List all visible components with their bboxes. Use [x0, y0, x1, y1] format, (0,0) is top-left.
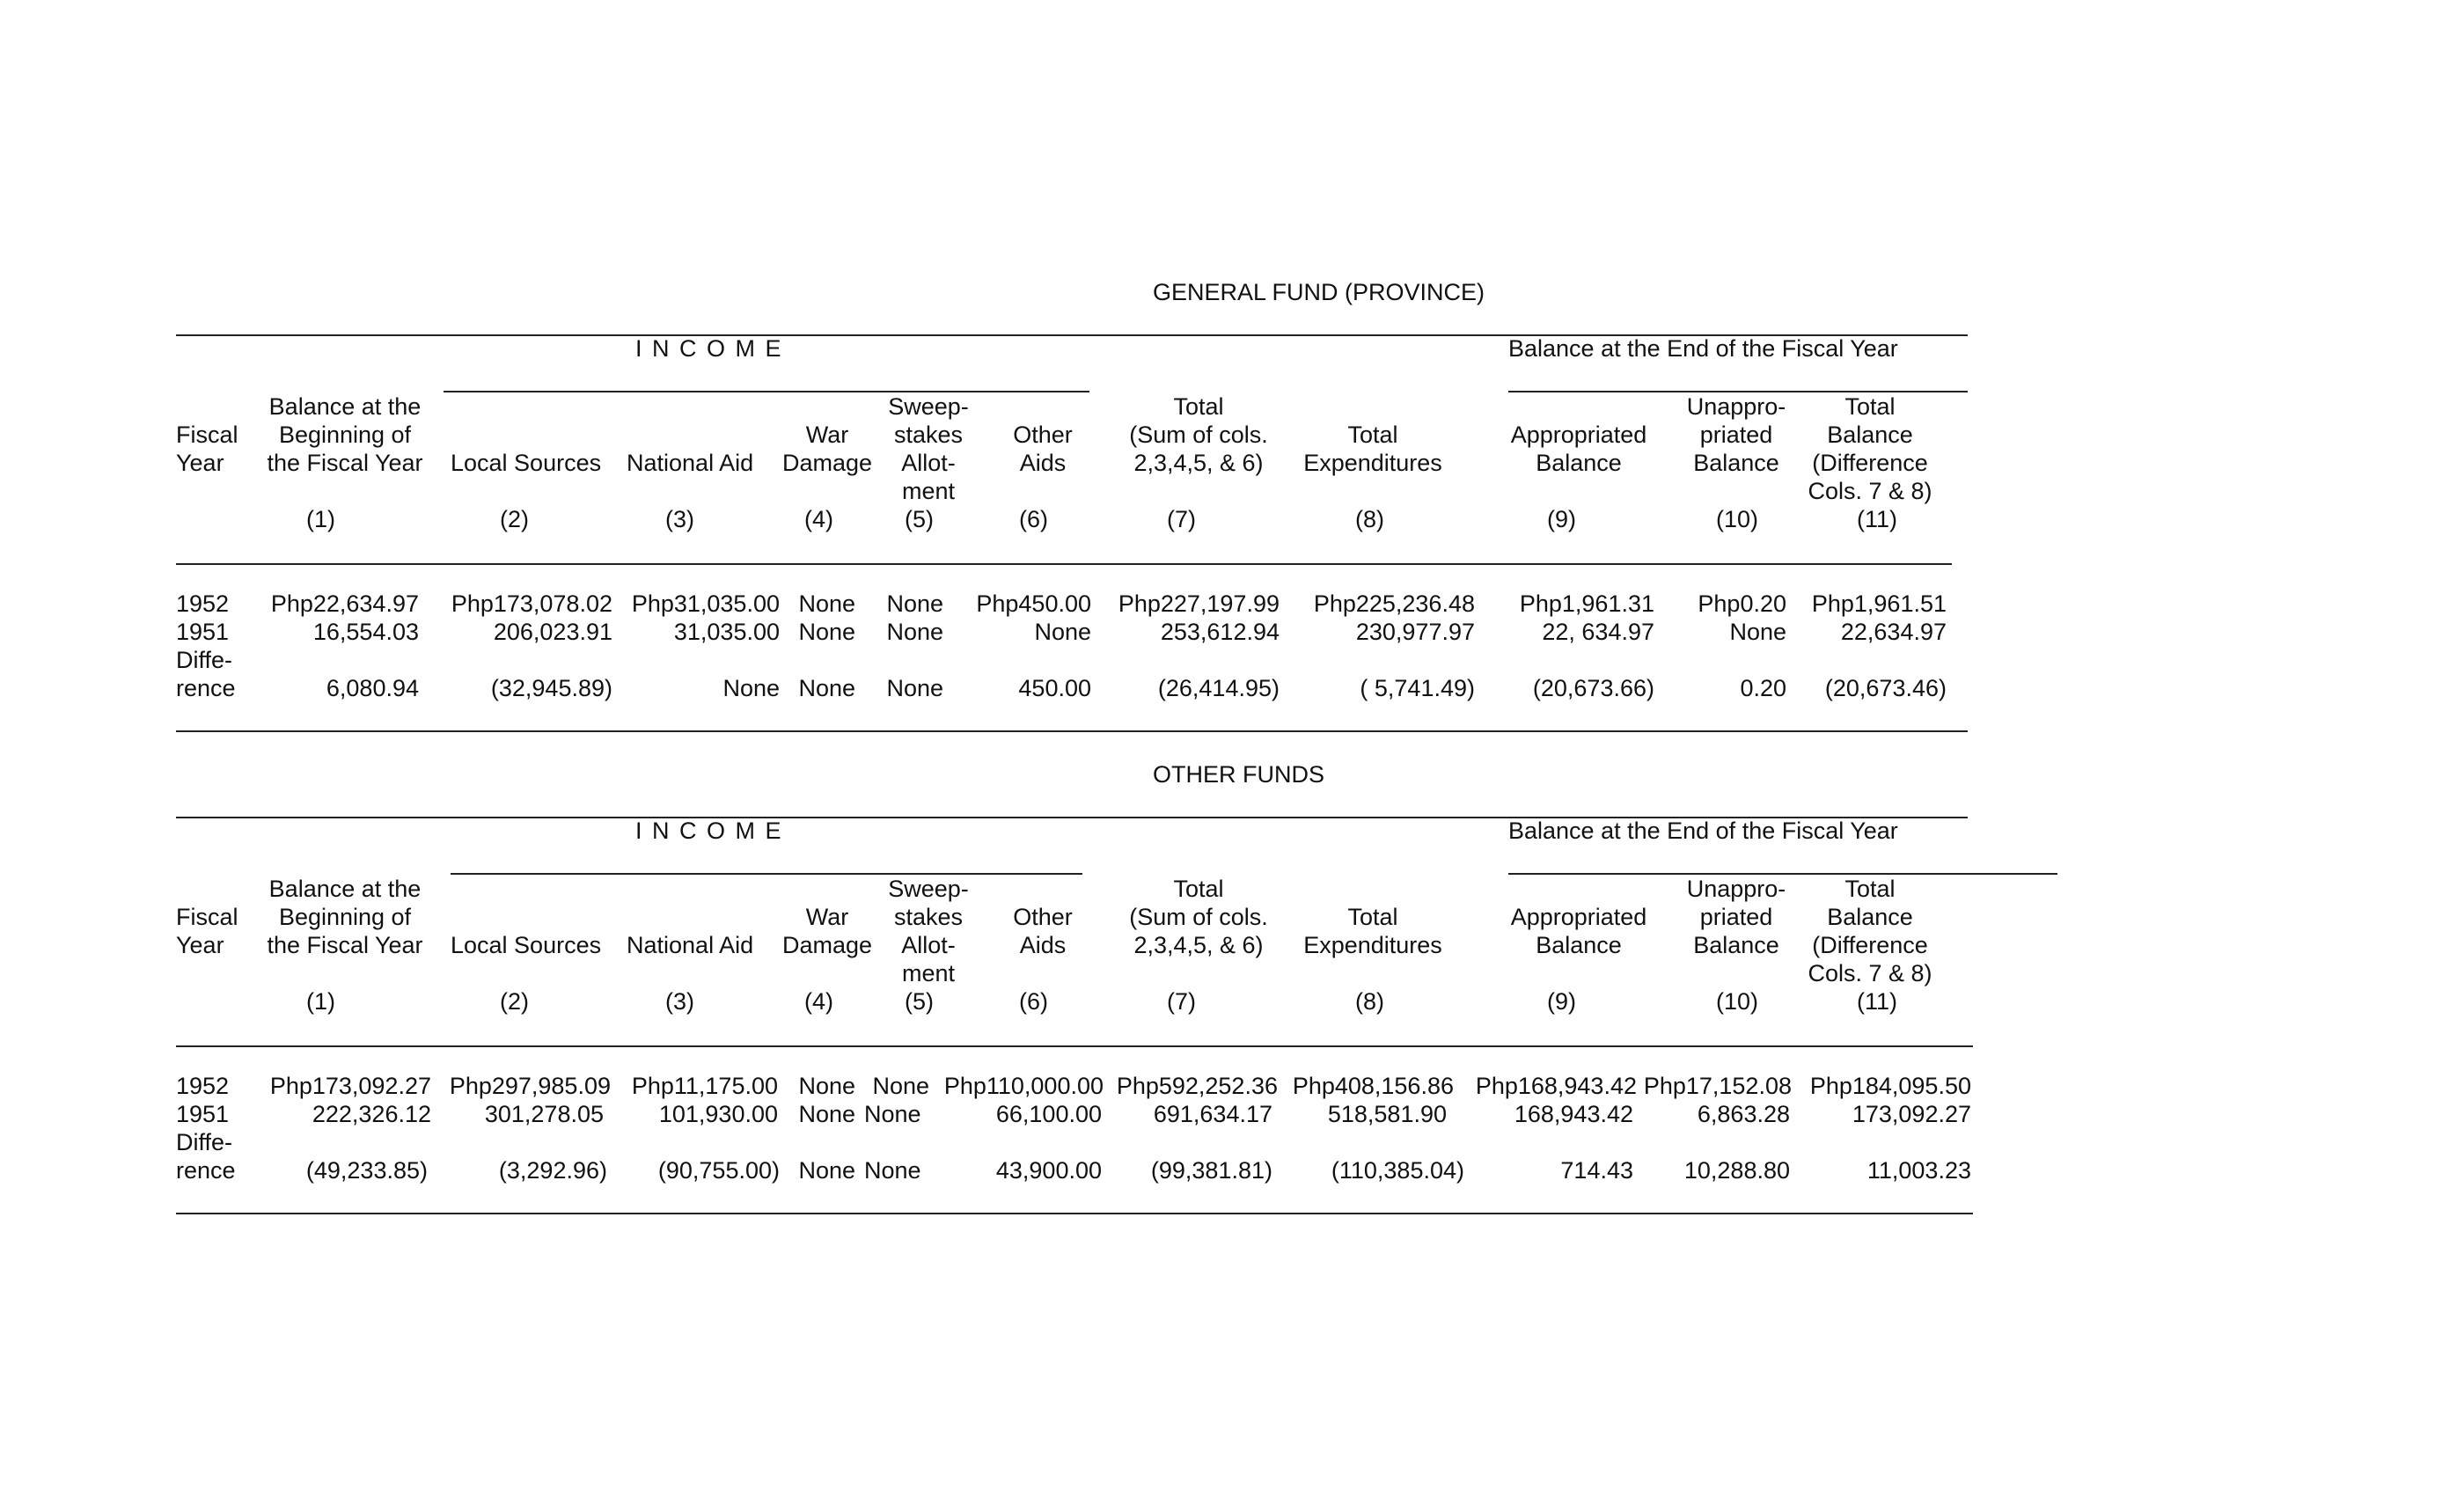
cell-col-1: Php173,092.27 [269, 1073, 431, 1099]
cell-col-10: 0.20 [1740, 675, 1786, 701]
col-number: (9) [1547, 506, 1576, 532]
col-number: (7) [1167, 506, 1196, 532]
row-label: 1952 [176, 590, 230, 617]
cell-col-10: 6,863.28 [1697, 1101, 1790, 1127]
header-bottom-rule [176, 563, 1952, 565]
income-group-header: I N C O M E [635, 335, 783, 362]
row-label: 1951 [176, 619, 230, 645]
col-number: (4) [804, 506, 833, 532]
cell-col-4: None [798, 675, 855, 701]
col-number: (6) [1019, 988, 1048, 1015]
cell-col-6: 66,100.00 [995, 1101, 1102, 1127]
header-col-8: Total Expenditures [1303, 904, 1442, 958]
cell-col-4: None [798, 1073, 855, 1099]
cell-col-1: (49,233.85) [305, 1157, 428, 1184]
cell-col-6: None [1034, 619, 1091, 645]
col-number: (1) [306, 506, 335, 532]
cell-col-10: 10,288.80 [1683, 1157, 1790, 1184]
cell-col-7: 253,612.94 [1160, 619, 1280, 645]
balance-end-group-header: Balance at the End of the Fiscal Year [1508, 335, 1898, 362]
row-label: Diffe- [176, 1129, 233, 1155]
col-number: (8) [1355, 988, 1384, 1015]
col-number: (5) [905, 506, 934, 532]
row-label-cont: rence [176, 675, 236, 701]
cell-col-3: (90,755.00) [657, 1157, 780, 1184]
header-col-11: Total Balance (Difference Cols. 7 & 8) [1808, 876, 1932, 986]
header-col-10: Unappro- priated Balance [1686, 876, 1786, 958]
cell-col-7: 691,634.17 [1153, 1101, 1272, 1127]
cell-col-5: None [864, 1101, 921, 1127]
header-col-10: Unappro- priated Balance [1686, 393, 1786, 476]
header-col-6: Other Aids [1013, 422, 1073, 476]
income-group-header: I N C O M E [635, 818, 783, 844]
col-number: (9) [1547, 988, 1576, 1015]
cell-col-2: Php173,078.02 [451, 590, 612, 617]
cell-col-6: 450.00 [1018, 675, 1091, 701]
cell-col-1: 16,554.03 [312, 619, 419, 645]
header-col-5: Sweep- stakes Allot- ment [888, 393, 969, 504]
cell-col-4: None [798, 619, 855, 645]
header-col-9: Appropriated Balance [1510, 422, 1647, 476]
header-col-6: Other Aids [1013, 904, 1073, 958]
cell-col-6: Php450.00 [976, 590, 1091, 617]
header-col-3: National Aid [627, 450, 754, 476]
cell-col-9: 22, 634.97 [1542, 619, 1654, 645]
cell-col-4: None [798, 1101, 855, 1127]
col-number: (2) [500, 988, 529, 1015]
row-label: 1951 [176, 1101, 230, 1127]
section-title: GENERAL FUND (PROVINCE) [1153, 279, 1485, 305]
cell-col-11: (20,673.46) [1824, 675, 1947, 701]
cell-col-8: Php408,156.86 [1292, 1073, 1454, 1099]
cell-col-1: 222,326.12 [312, 1101, 431, 1127]
cell-col-11: Php184,095.50 [1809, 1073, 1971, 1099]
table-bottom-rule [176, 730, 1968, 732]
cell-col-9: (20,673.66) [1532, 675, 1654, 701]
header-col-1: Balance at the Beginning of the Fiscal Year [267, 876, 423, 958]
cell-col-5: None [886, 675, 943, 701]
cell-col-6: 43,900.00 [995, 1157, 1102, 1184]
header-col-7: Total (Sum of cols. 2,3,4,5, & 6) [1129, 876, 1268, 958]
income-group-rule [451, 873, 1082, 875]
cell-col-9: Php1,961.31 [1519, 590, 1654, 617]
cell-col-3: None [722, 675, 780, 701]
cell-col-9: 714.43 [1560, 1157, 1633, 1184]
cell-col-2: (3,292.96) [498, 1157, 607, 1184]
cell-col-2: 301,278.05 [484, 1101, 604, 1127]
cell-col-8: Php225,236.48 [1313, 590, 1475, 617]
cell-col-11: Php1,961.51 [1811, 590, 1947, 617]
cell-col-10: None [1729, 619, 1786, 645]
cell-col-11: 11,003.23 [1866, 1157, 1971, 1184]
cell-col-3: Php11,175.00 [631, 1073, 778, 1099]
section-title: OTHER FUNDS [1153, 761, 1324, 788]
cell-col-11: 173,092.27 [1852, 1101, 1971, 1127]
cell-col-9: 168,943.42 [1514, 1101, 1633, 1127]
col-number: (2) [500, 506, 529, 532]
row-label-cont: rence [176, 1157, 236, 1184]
cell-col-6: Php110,000.00 [943, 1073, 1104, 1099]
cell-col-4: None [798, 590, 855, 617]
col-number: (11) [1857, 506, 1898, 532]
col-number: (7) [1167, 988, 1196, 1015]
table-bottom-rule [176, 1213, 1973, 1214]
col-number: (6) [1019, 506, 1048, 532]
balance-end-group-header: Balance at the End of the Fiscal Year [1508, 818, 1898, 844]
col-number: (4) [804, 988, 833, 1015]
header-fiscal-year: Fiscal Year [176, 422, 238, 476]
cell-col-7: Php592,252.36 [1116, 1073, 1278, 1099]
header-col-2: Local Sources [451, 932, 602, 958]
row-label: 1952 [176, 1073, 230, 1099]
cell-col-8: (110,385.04) [1331, 1157, 1464, 1184]
cell-col-4: None [798, 1157, 855, 1184]
header-fiscal-year: Fiscal Year [176, 904, 238, 958]
cell-col-8: 230,977.97 [1355, 619, 1475, 645]
cell-col-1: 6,080.94 [326, 675, 419, 701]
header-col-11: Total Balance (Difference Cols. 7 & 8) [1808, 393, 1932, 504]
col-number: (11) [1857, 988, 1898, 1015]
row-label: Diffe- [176, 647, 233, 673]
cell-col-11: 22,634.97 [1840, 619, 1947, 645]
col-number: (3) [665, 988, 694, 1015]
cell-col-5: None [886, 590, 943, 617]
cell-col-3: Php31,035.00 [631, 590, 780, 617]
cell-col-5: None [864, 1157, 921, 1184]
cell-col-3: 31,035.00 [673, 619, 780, 645]
header-col-1: Balance at the Beginning of the Fiscal Year [267, 393, 423, 476]
cell-col-2: (32,945.89) [490, 675, 612, 701]
col-number: (10) [1716, 506, 1759, 532]
cell-col-5: None [872, 1073, 929, 1099]
cell-col-7: (99,381.81) [1150, 1157, 1272, 1184]
cell-col-2: Php297,985.09 [449, 1073, 611, 1099]
income-group-rule [444, 391, 1089, 392]
header-col-7: Total (Sum of cols. 2,3,4,5, & 6) [1129, 393, 1268, 476]
header-bottom-rule [176, 1045, 1973, 1047]
col-number: (8) [1355, 506, 1384, 532]
cell-col-1: Php22,634.97 [270, 590, 419, 617]
col-number: (3) [665, 506, 694, 532]
cell-col-9: Php168,943.42 [1475, 1073, 1637, 1099]
col-number: (10) [1716, 988, 1759, 1015]
cell-col-8: 518,581.90 [1327, 1101, 1447, 1127]
header-col-8: Total Expenditures [1303, 422, 1442, 476]
cell-col-2: 206,023.91 [493, 619, 612, 645]
header-col-4: War Damage [781, 422, 873, 476]
col-number: (5) [905, 988, 934, 1015]
cell-col-3: 101,930.00 [658, 1101, 778, 1127]
cell-col-8: ( 5,741.49) [1360, 675, 1475, 701]
cell-col-10: Php0.20 [1698, 590, 1786, 617]
cell-col-5: None [886, 619, 943, 645]
cell-col-10: Php17,152.08 [1643, 1073, 1792, 1099]
header-col-2: Local Sources [451, 450, 602, 476]
header-col-9: Appropriated Balance [1510, 904, 1647, 958]
col-number: (1) [306, 988, 335, 1015]
header-col-5: Sweep- stakes Allot- ment [888, 876, 969, 986]
cell-col-7: Php227,197.99 [1118, 590, 1280, 617]
cell-col-7: (26,414.95) [1157, 675, 1280, 701]
header-col-3: National Aid [627, 932, 754, 958]
header-col-4: War Damage [781, 904, 873, 958]
